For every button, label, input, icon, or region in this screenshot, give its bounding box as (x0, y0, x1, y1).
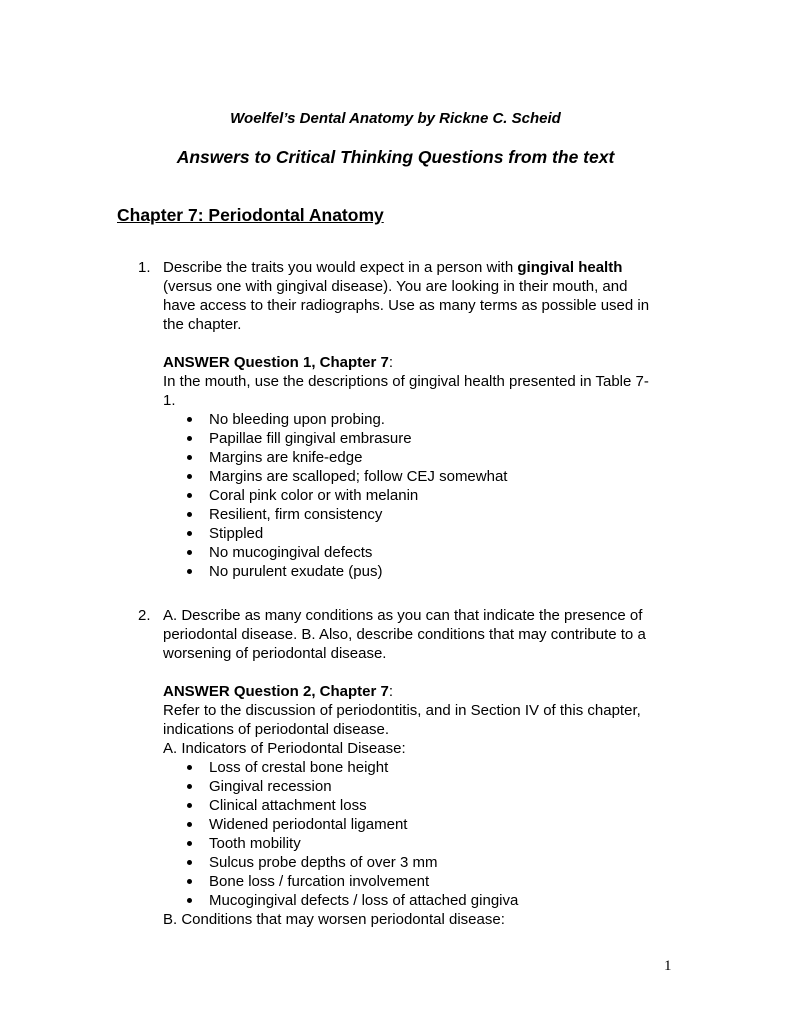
answer-intro-line: indications of periodontal disease. (163, 721, 389, 738)
bullet-icon (187, 455, 192, 460)
prompt-text: Describe the traits you would expect in a person with (163, 259, 518, 276)
list-item-text: Bone loss / furcation involvement (209, 873, 430, 890)
bullet-list (163, 410, 677, 581)
list-item-text: Mucogingival defects / loss of attached gingiva (209, 892, 519, 909)
list-item (163, 834, 677, 853)
list-item-text: Stippled (209, 525, 264, 542)
answer-label: ANSWER Question 2, Chapter 7 (163, 683, 389, 700)
page-number: 1 (664, 958, 672, 974)
question-prompt-line: (versus one with gingival disease). You are looking in their mouth, and (163, 278, 628, 295)
list-item (163, 815, 677, 834)
list-item-text: Sulcus probe depths of over 3 mm (209, 854, 438, 871)
question-prompt-line: have access to their radiographs. Use as many terms as possible used in (163, 297, 650, 314)
section-a-heading: A. Indicators of Periodontal Disease: (163, 740, 406, 757)
list-item (163, 524, 677, 543)
question-2 (117, 606, 677, 929)
list-item-text: No bleeding upon probing. (209, 411, 385, 428)
bullet-icon (187, 512, 192, 517)
bullet-icon (187, 550, 192, 555)
list-item-text: Loss of crestal bone height (209, 759, 389, 776)
list-item (163, 543, 677, 562)
list-item-text: Tooth mobility (209, 835, 301, 852)
bullet-icon (187, 898, 192, 903)
question-number: 2. (138, 607, 151, 624)
list-item-text: No purulent exudate (pus) (209, 563, 383, 580)
prompt-bold-term: gingival health (517, 259, 623, 276)
bullet-icon (187, 569, 192, 574)
chapter-heading: Chapter 7: Periodontal Anatomy (117, 205, 384, 225)
question-prompt-line: periodontal disease. B. Also, describe conditions that may contribute to a (163, 626, 646, 643)
question-prompt-line: the chapter. (163, 316, 242, 333)
question-prompt-line: worsening of periodontal disease. (163, 645, 387, 662)
question-2-body (163, 606, 677, 929)
list-item-text: Coral pink color or with melanin (209, 487, 419, 504)
list-item-text: Resilient, firm consistency (209, 506, 383, 523)
bullet-icon (187, 841, 192, 846)
answer-heading (163, 682, 677, 701)
list-item (163, 467, 677, 486)
bullet-icon (187, 474, 192, 479)
list-item-text: No mucogingival defects (209, 544, 373, 561)
list-item-text: Widened periodontal ligament (209, 816, 408, 833)
list-item (163, 505, 677, 524)
question-prompt-line (163, 258, 677, 277)
question-number: 1. (138, 259, 151, 276)
list-item (163, 410, 677, 429)
list-item (163, 486, 677, 505)
list-item (163, 429, 677, 448)
bullet-list (163, 758, 677, 910)
list-item-text: Clinical attachment loss (209, 797, 367, 814)
bullet-icon (187, 531, 192, 536)
bullet-icon (187, 879, 192, 884)
question-1 (117, 258, 677, 581)
list-item (163, 796, 677, 815)
answer-intro-line: Refer to the discussion of periodontitis, and in Section IV of this chapter, (163, 702, 641, 719)
answer-intro-line: In the mouth, use the descriptions of gingival health presented in Table 7- (163, 373, 649, 390)
list-item (163, 448, 677, 467)
list-item-text: Margins are knife-edge (209, 449, 363, 466)
question-1-body (163, 258, 677, 581)
bullet-icon (187, 822, 192, 827)
bullet-icon (187, 803, 192, 808)
answer-heading (163, 353, 677, 372)
list-item (163, 853, 677, 872)
answer-label: ANSWER Question 1, Chapter 7 (163, 354, 389, 371)
bullet-icon (187, 436, 192, 441)
bullet-icon (187, 493, 192, 498)
section-b-heading: B. Conditions that may worsen periodontal disease: (163, 911, 505, 928)
list-item (163, 758, 677, 777)
answer-colon: : (388, 354, 394, 371)
book-title: Woelfel’s Dental Anatomy by Rickne C. Scheid (230, 110, 561, 127)
question-prompt-line: A. Describe as many conditions as you can that indicate the presence of (163, 607, 643, 624)
bullet-icon (187, 765, 192, 770)
bullet-icon (187, 417, 192, 422)
list-item (163, 891, 677, 910)
bullet-icon (187, 784, 192, 789)
list-item (163, 872, 677, 891)
answer-colon: : (388, 683, 394, 700)
list-item-text: Papillae fill gingival embrasure (209, 430, 412, 447)
list-item-text: Gingival recession (209, 778, 332, 795)
answer-intro-line: 1. (163, 392, 176, 409)
list-item-text: Margins are scalloped; follow CEJ somewhat (209, 468, 508, 485)
document-title: Answers to Critical Thinking Questions from the text (176, 147, 615, 167)
bullet-icon (187, 860, 192, 865)
list-item (163, 562, 677, 581)
list-item (163, 777, 677, 796)
